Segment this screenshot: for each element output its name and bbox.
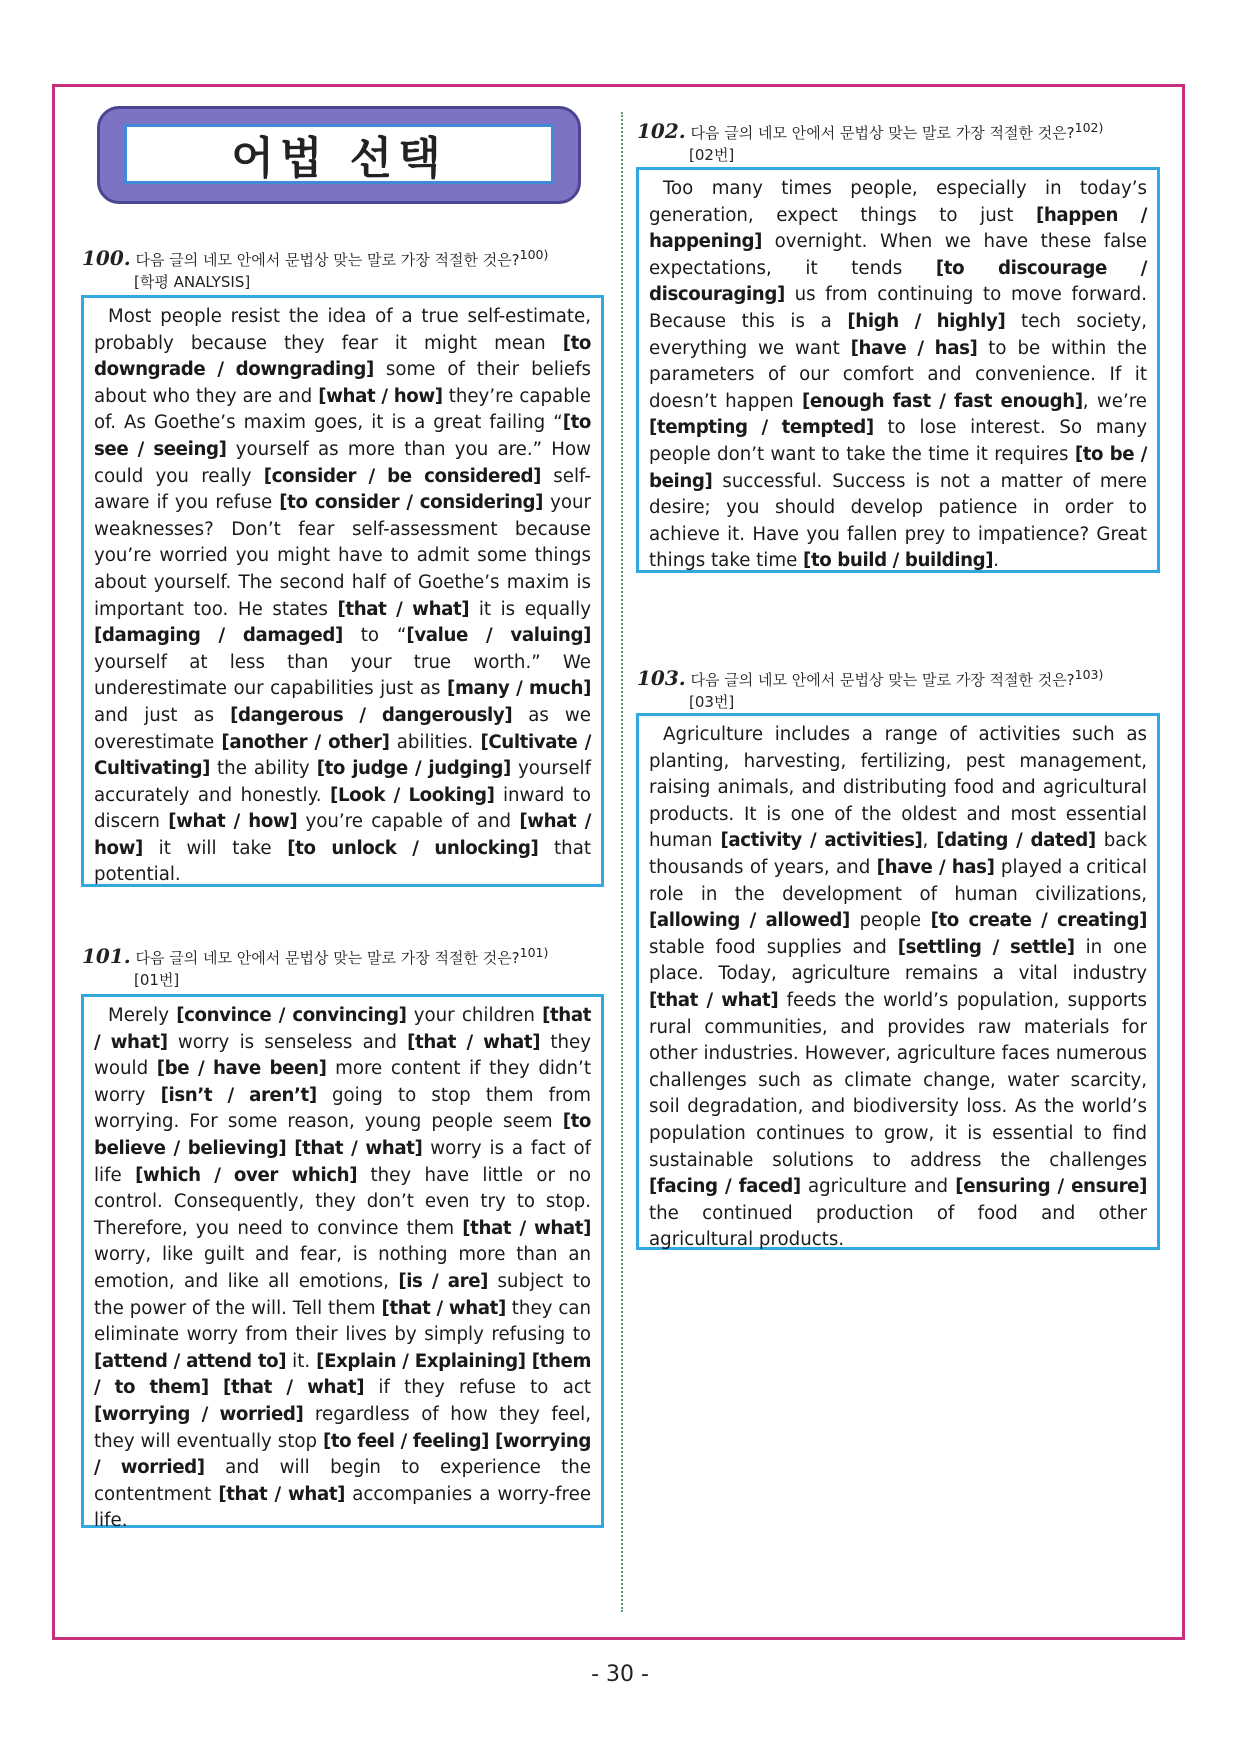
grammar-choice: [is / are] <box>398 1270 489 1292</box>
grammar-choice: [to unlock / unlocking] <box>287 837 539 859</box>
grammar-choice: [Cultivate / Cultivating] <box>94 731 591 780</box>
grammar-choice: [that / what] <box>294 1137 423 1159</box>
question-number: 100. <box>82 246 131 270</box>
grammar-choice: [convince / convincing] <box>176 1005 407 1026</box>
grammar-choice: [have / has] <box>876 856 995 878</box>
grammar-choice: [happen / happening] <box>649 204 1147 253</box>
question-header <box>637 117 1177 166</box>
column-divider <box>621 112 623 1612</box>
grammar-choice: [consider / be considered] <box>263 465 542 487</box>
passage-text: Too many times people, especially in today’s generation, expect things to just [happen / happening] overnight. When we have these false expectations, it tends [to discourage / discouraging] us from continuing to move forward. Because this is a [high / highly] tech society, everything we want [have / has] to be within the parameters of our comfort and convenience. If it doesn’t happen [enough fast / fast enough], we’re [tempting / tempted] to lose interest. So many people don’t want to take the time it requires [to be / being] successful. Success is not a matter of mere desire; you should develop patience in order to achieve it. Have you fallen prey to impatience? Great things take time [to build / building]. <box>649 178 1148 572</box>
grammar-choice: [to believe / believing] <box>94 1111 591 1159</box>
question-header <box>82 942 622 991</box>
grammar-choice: [settling / settle] <box>897 936 1075 958</box>
grammar-choice: [to see / seeing] <box>94 412 591 460</box>
grammar-choice: [that / what] <box>218 1483 346 1505</box>
grammar-choice: [which / over which] <box>135 1164 358 1186</box>
grammar-choice: [them / to them] <box>94 1350 591 1399</box>
passage-text: Most people resist the idea of a true self-estimate, probably because they fear it might mean [to downgrade / downgrading] some of their beliefs about who they are and [what / how] they’re capable of. As Goethe’s maxim goes, it is a great failing “[to see / seeing] yourself as more than you are.” How could you really [consider / be considered] self-aware if you refuse [to consider / considering] your weaknesses? Don’t fear self-assessment because you’re worried you might have to admit some things about yourself. The second half of Goethe’s maxim is important too. He states [that / what] it is equally [damaging / damaged] to “[value / valuing] yourself at less than your true worth.” We underestimate our capabilities just as [many / much] and just as [dangerous / dangerously] as we overestimate [another / other] abilities. [Cultivate / Cultivating] the ability [to judge / judging] yourself accurately and honestly. [Look / Looking] inward to discern [what / how] you’re capable of and [what / how] it will take [to unlock / unlocking] that potential. <box>94 306 591 886</box>
grammar-choice: [ensuring / ensure] <box>955 1176 1147 1198</box>
grammar-choice: [that / what] <box>381 1297 506 1319</box>
grammar-choice: [dating / dated] <box>936 830 1096 852</box>
grammar-choice: [to judge / judging] <box>316 758 511 780</box>
grammar-choice: [what / how] <box>168 811 298 833</box>
grammar-choice: [allowing / allowed] <box>649 910 850 932</box>
page-number: - 30 - <box>591 1662 649 1687</box>
grammar-choice: [tempting / tempted] <box>649 417 874 439</box>
grammar-choice: [another / other] <box>221 731 390 753</box>
grammar-choice: [to feel / feeling] <box>322 1430 490 1452</box>
passage-box <box>636 167 1160 573</box>
question-prompt: 다음 글의 네모 안에서 문법상 맞는 말로 가장 적절한 것은? <box>690 671 1075 689</box>
question-header <box>82 244 622 293</box>
grammar-choice: [dangerous / dangerously] <box>230 704 513 726</box>
passage-box <box>81 295 604 887</box>
grammar-choice: [isn’t / aren’t] <box>160 1084 317 1106</box>
question-number: 102. <box>637 119 686 143</box>
grammar-choice: [have / has] <box>850 337 978 359</box>
question-prompt: 다음 글의 네모 안에서 문법상 맞는 말로 가장 적절한 것은? <box>135 251 520 269</box>
question-number: 101. <box>82 944 131 968</box>
grammar-choice: [high / highly] <box>847 310 1006 332</box>
passage-box <box>81 994 604 1532</box>
grammar-choice: [worrying / worried] <box>94 1403 304 1425</box>
grammar-choice: [to discourage / discouraging] <box>649 257 1148 306</box>
grammar-choice: [many / much] <box>447 678 591 700</box>
question-header <box>637 664 1177 713</box>
grammar-choice: [value / valuing] <box>406 625 591 647</box>
question-prompt: 다음 글의 네모 안에서 문법상 맞는 말로 가장 적절한 것은? <box>690 124 1075 142</box>
passage-box <box>636 713 1160 1250</box>
grammar-choice: [damaging / damaged] <box>94 625 343 647</box>
grammar-choice: [to consider / considering] <box>279 492 544 514</box>
grammar-choice: [worrying / worried] <box>94 1430 591 1479</box>
grammar-choice: [attend / attend to] <box>94 1350 287 1372</box>
question-source: [03번] <box>689 693 735 711</box>
question-ref: 103) <box>1074 667 1104 682</box>
grammar-choice: [to build / building] <box>803 550 994 572</box>
question-source: [02번] <box>689 146 735 164</box>
question-number: 103. <box>637 666 686 690</box>
passage-text: Merely [convince / convincing] your children [that / what] worry is senseless and [that / what] they would [be / have been] more content if they didn’t worry [isn’t / aren’t] going to stop them from worrying. For some reason, young people seem [to believe / believing] [that / what] worry is a fact of life [which / over which] they have little or no control. Consequently, they don’t even try to stop. Therefore, you need to convince them [that / what] worry, like guilt and fear, is nothing more than an emotion, and like all emotions, [is / are] subject to the power of the will. Tell them [that / what] they can eliminate worry from their lives by simply refusing to [attend / attend to] it. [Explain / Explaining] [them / to them] [that / what] if they refuse to act [worrying / worried] regardless of how they feel, they will eventually stop [to feel / feeling] [worrying / worried] and will begin to experience the contentment [that / what] accompanies a worry-free life. <box>94 1005 592 1532</box>
grammar-choice: [enough fast / fast enough] <box>801 390 1083 412</box>
question-ref: 102) <box>1074 120 1104 135</box>
question-prompt: 다음 글의 네모 안에서 문법상 맞는 말로 가장 적절한 것은? <box>135 949 520 967</box>
passage-text: Agriculture includes a range of activities such as planting, harvesting, fertilizing, pest management, raising animals, and distributing food and agricultural products. It is one of the oldest and most essential human [activity / activities], [dating / dated] back thousands of years, and [have / has] played a critical role in the development of human civilizations, [allowing / allowed] people [to create / creating] stable food supplies and [settling / settle] in one place. Today, agriculture remains a vital industry [that / what] feeds the world’s population, supports rural communities, and provides raw materials for other industries. However, agriculture faces numerous challenges such as climate change, water scarcity, soil degradation, and biodiversity loss. As the world’s population continues to grow, it is essential to find sustainable solutions to address the challenges [facing / faced] agriculture and [ensuring / ensure] the continued production of food and other agricultural products. <box>649 724 1147 1251</box>
grammar-choice: [that / what] <box>223 1377 365 1399</box>
grammar-choice: [what / how] <box>94 811 591 859</box>
question-source: [학평 ANALYSIS] <box>134 273 251 291</box>
question-source: [01번] <box>134 971 180 989</box>
grammar-choice: [be / have been] <box>156 1058 327 1080</box>
question-ref: 100) <box>519 247 549 262</box>
question-ref: 101) <box>519 945 549 960</box>
grammar-choice: [to be / being] <box>649 443 1147 492</box>
grammar-choice: [to create / creating] <box>930 910 1147 932</box>
grammar-choice: [Explain / Explaining] <box>316 1350 526 1372</box>
grammar-choice: [to downgrade / downgrading] <box>94 332 591 381</box>
page-title: 어법 선택 <box>124 124 554 184</box>
grammar-choice: [that / what] <box>649 989 779 1011</box>
grammar-choice: [that / what] <box>462 1217 591 1239</box>
grammar-choice: [that / what] <box>337 598 470 620</box>
grammar-choice: [that / what] <box>94 1005 592 1053</box>
grammar-choice: [Look / Looking] <box>330 784 495 806</box>
grammar-choice: [activity / activities] <box>720 830 923 852</box>
grammar-choice: [that / what] <box>407 1031 541 1053</box>
grammar-choice: [facing / faced] <box>649 1176 801 1198</box>
grammar-choice: [what / how] <box>318 385 443 407</box>
